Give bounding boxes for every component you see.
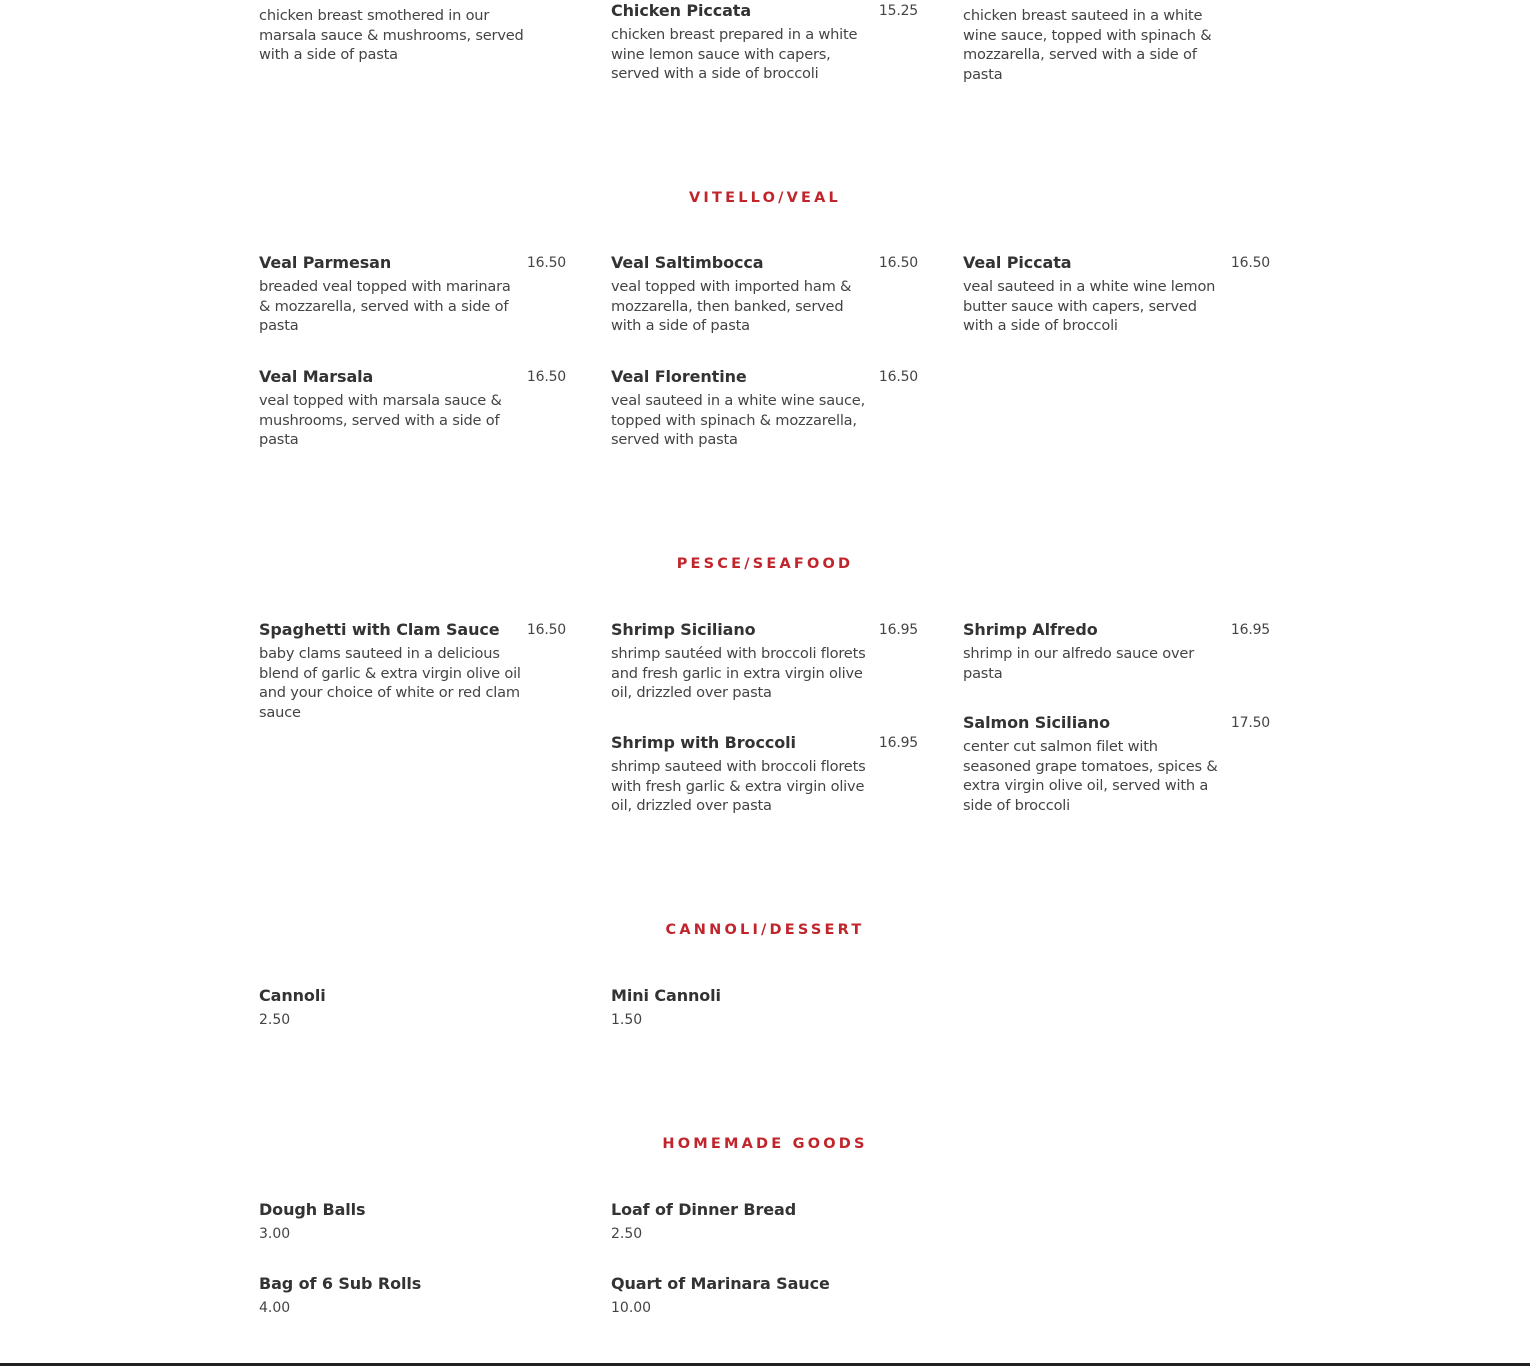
item-description: chicken breast smothered in our marsala sauce & mushrooms, served with a side of pasta: [259, 7, 524, 63]
menu-item: [259, 1274, 566, 1318]
item-name: Veal Marsala: [259, 367, 374, 386]
item-name: Veal Saltimbocca: [611, 253, 764, 272]
menu-item: [611, 1274, 918, 1318]
item-name: Quart of Marinara Sauce: [611, 1274, 830, 1293]
item-price: 16.50: [878, 369, 918, 385]
menu-item: [611, 986, 918, 1030]
menu-item-chicken-florentine: [963, 6, 1270, 84]
item-description: veal topped with marsala sauce & mushrooms, served with a side of pasta: [259, 392, 502, 448]
item-price: 16.50: [526, 369, 566, 385]
section-title-dessert: CANNOLI/DESSERT: [665, 922, 865, 938]
item-description: shrimp sauteed with broccoli florets with fresh garlic & extra virgin olive oil, drizzled over pasta: [611, 758, 866, 814]
item-name: Mini Cannoli: [611, 986, 721, 1005]
item-name: Bag of 6 Sub Rolls: [259, 1274, 422, 1293]
item-name: Salmon Siciliano: [963, 713, 1110, 732]
section-title-seafood: PESCE/SEAFOOD: [676, 556, 854, 572]
menu-item: [259, 986, 566, 1030]
menu-item-chicken-marsala: [259, 6, 566, 65]
item-description: shrimp sautéed with broccoli florets and fresh garlic in extra virgin olive oil, drizzled over pasta: [611, 645, 866, 701]
menu-item: [259, 253, 566, 336]
menu-item: [611, 253, 918, 336]
menu-item: [963, 253, 1270, 336]
item-description: chicken breast prepared in a white wine lemon sauce with capers, served with a side of broccoli: [611, 26, 858, 82]
item-price: 16.50: [526, 622, 566, 638]
item-price: 16.50: [526, 255, 566, 271]
item-name: Shrimp Alfredo: [963, 620, 1098, 639]
item-description: baby clams sauteed in a delicious blend of garlic & extra virgin olive oil and your choice of white or red clam sauce: [259, 645, 521, 721]
section-title-homemade-goods: HOMEMADE GOODS: [662, 1136, 868, 1152]
item-price: 2.50: [611, 1226, 643, 1242]
section-title-veal: VITELLO/VEAL: [689, 190, 841, 206]
item-description: center cut salmon filet with seasoned grape tomatoes, spices & extra virgin olive oil, served with a side of broccoli: [963, 738, 1218, 814]
menu-item: [611, 620, 918, 703]
item-name: Chicken Piccata: [611, 1, 752, 20]
item-name: Veal Parmesan: [259, 253, 392, 272]
item-price: 1.50: [611, 1012, 643, 1028]
item-price: 16.50: [878, 255, 918, 271]
item-description: veal sauteed in a white wine lemon butter sauce with capers, served with a side of broccoli: [963, 278, 1216, 334]
item-name: Veal Piccata: [963, 253, 1072, 272]
item-name: Cannoli: [259, 986, 326, 1005]
item-name: Shrimp with Broccoli: [611, 733, 796, 752]
item-price: 16.95: [878, 735, 918, 751]
item-name: Loaf of Dinner Bread: [611, 1200, 797, 1219]
item-price: 4.00: [259, 1300, 291, 1316]
menu-item: [611, 367, 918, 450]
item-name: Shrimp Siciliano: [611, 620, 756, 639]
item-price: 16.50: [1230, 255, 1270, 271]
menu-item: [259, 367, 566, 450]
menu-item: [963, 713, 1270, 815]
item-description: breaded veal topped with marinara & mozzarella, served with a side of pasta: [259, 278, 511, 334]
menu-item: [963, 620, 1270, 683]
item-price: 3.00: [259, 1226, 291, 1242]
item-price: 15.25: [878, 3, 918, 19]
menu-item: [259, 620, 566, 722]
item-description: veal sauteed in a white wine sauce, topped with spinach & mozzarella, served with pasta: [611, 392, 866, 448]
item-price: 16.95: [1230, 622, 1270, 638]
menu-item: [259, 1200, 566, 1244]
item-price: 16.95: [878, 622, 918, 638]
item-name: Dough Balls: [259, 1200, 366, 1219]
item-price: 17.50: [1230, 715, 1270, 731]
item-name: Spaghetti with Clam Sauce: [259, 620, 500, 639]
item-price: 2.50: [259, 1012, 291, 1028]
item-name: Veal Florentine: [611, 367, 747, 386]
item-description: shrimp in our alfredo sauce over pasta: [963, 645, 1194, 682]
item-description: chicken breast sauteed in a white wine sauce, topped with spinach & mozzarella, served with a side of pasta: [963, 7, 1212, 83]
menu-item-chicken-piccata: [611, 1, 918, 84]
menu-item: [611, 1200, 918, 1244]
item-price: 10.00: [611, 1300, 652, 1316]
menu-item: [611, 733, 918, 816]
item-description: veal topped with imported ham & mozzarella, then banked, served with a side of pasta: [611, 278, 852, 334]
